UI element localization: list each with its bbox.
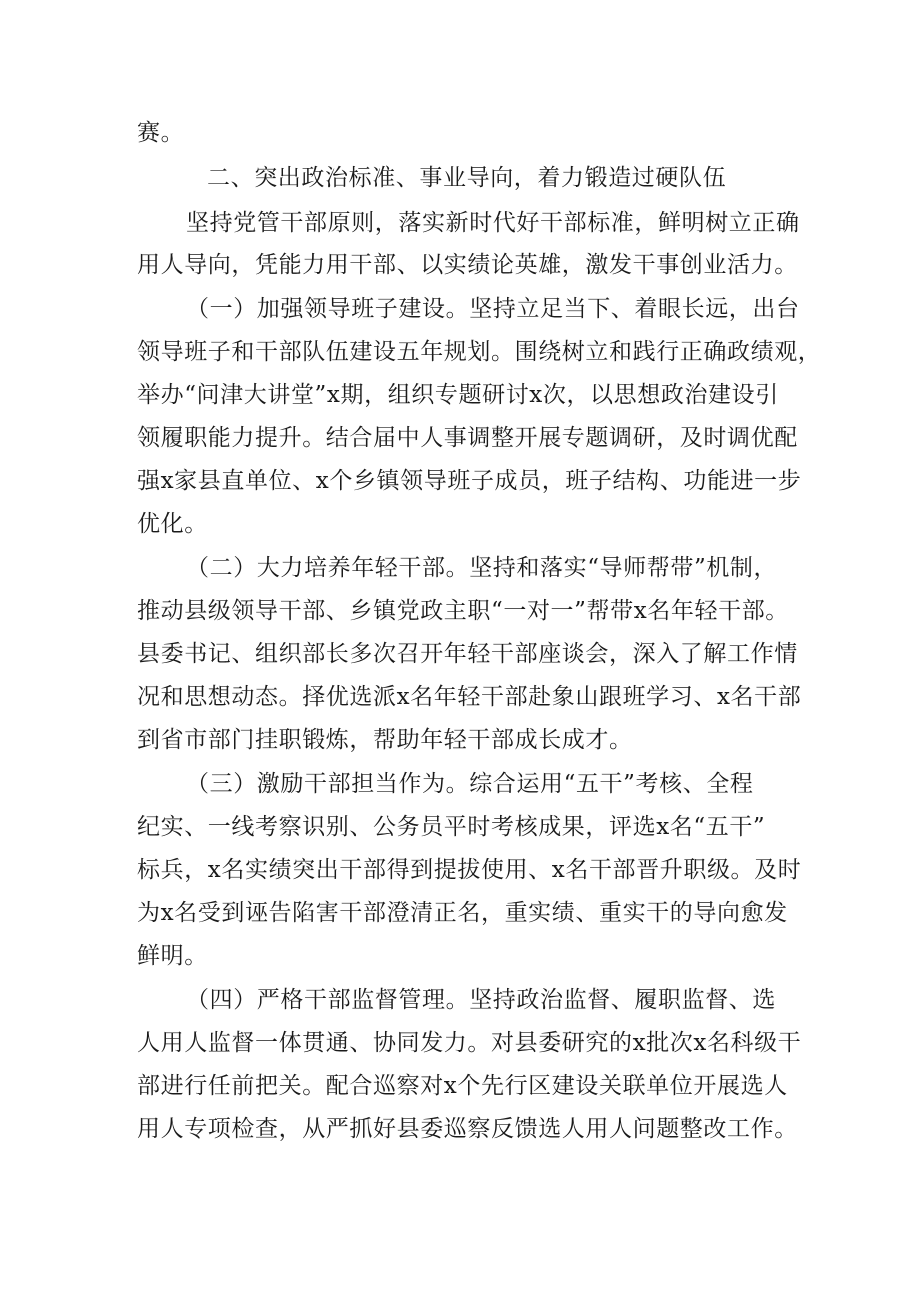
item-2-line: 到省市部门挂职锻炼，帮助年轻干部成长成才。 bbox=[137, 727, 633, 753]
item-1-line: 举办“问津大讲堂”x期，组织专题研讨x次，以思想政治建设引 bbox=[137, 382, 779, 408]
item-2-line: 况和思想动态。择优选派x名年轻干部赴象山跟班学习、x名干部 bbox=[137, 684, 802, 710]
item-2-line: （二）大力培养年轻干部。坚持和落实“导师帮带”机制， bbox=[186, 555, 778, 581]
item-1-line: 领导班子和干部队伍建设五年规划。围绕树立和践行正确政绩观， bbox=[137, 339, 822, 365]
item-3-line: 纪实、一线考察识别、公务员平时考核成果，评选x名“五干” bbox=[137, 814, 766, 840]
item-1-line: 强x家县直单位、x个乡镇领导班子成员，班子结构、功能进一步 bbox=[137, 468, 802, 494]
item-2-line: 推动县级领导干部、乡镇党政主职“一对一”帮带x名年轻干部。 bbox=[137, 598, 789, 624]
item-3-line: 鲜明。 bbox=[137, 943, 208, 969]
item-3-line: 标兵，x名实绩突出干部得到提拔使用、x名干部晋升职级。及时 bbox=[137, 857, 802, 883]
section-intro-line: 坚持党管干部原则，落实新时代好干部标准，鲜明树立正确 bbox=[186, 210, 800, 236]
item-1-line: 优化。 bbox=[137, 511, 208, 537]
item-4-line: 人用人监督一体贯通、协同发力。对县委研究的x批次x名科级干 bbox=[137, 1030, 802, 1056]
item-1-line: 领履职能力提升。结合届中人事调整开展专题调研，及时调优配 bbox=[137, 425, 798, 451]
item-3-line: （三）激励干部担当作为。综合运用“五干”考核、全程 bbox=[186, 771, 754, 797]
item-4-line: （四）严格干部监督管理。坚持政治监督、履职监督、选 bbox=[186, 987, 776, 1013]
paragraph-end-line: 赛。 bbox=[137, 120, 185, 146]
item-4-line: 部进行任前把关。配合巡察对x个先行区建设关联单位开展选人 bbox=[137, 1073, 788, 1099]
item-1-line: （一）加强领导班子建设。坚持立足当下、着眼长远，出台 bbox=[186, 296, 800, 322]
section-heading: 二、突出政治标准、事业导向，着力锻造过硬队伍 bbox=[207, 165, 727, 191]
section-intro-line: 用人导向，凭能力用干部、以实绩论英雄，激发干事创业活力。 bbox=[137, 252, 798, 278]
item-2-line: 县委书记、组织部长多次召开年轻干部座谈会，深入了解工作情 bbox=[137, 641, 798, 667]
item-4-line: 用人专项检查，从严抓好县委巡察反馈选人用人问题整改工作。 bbox=[137, 1116, 798, 1142]
item-3-line: 为x名受到诬告陷害干部澄清正名，重实绩、重实干的导向愈发 bbox=[137, 900, 788, 926]
